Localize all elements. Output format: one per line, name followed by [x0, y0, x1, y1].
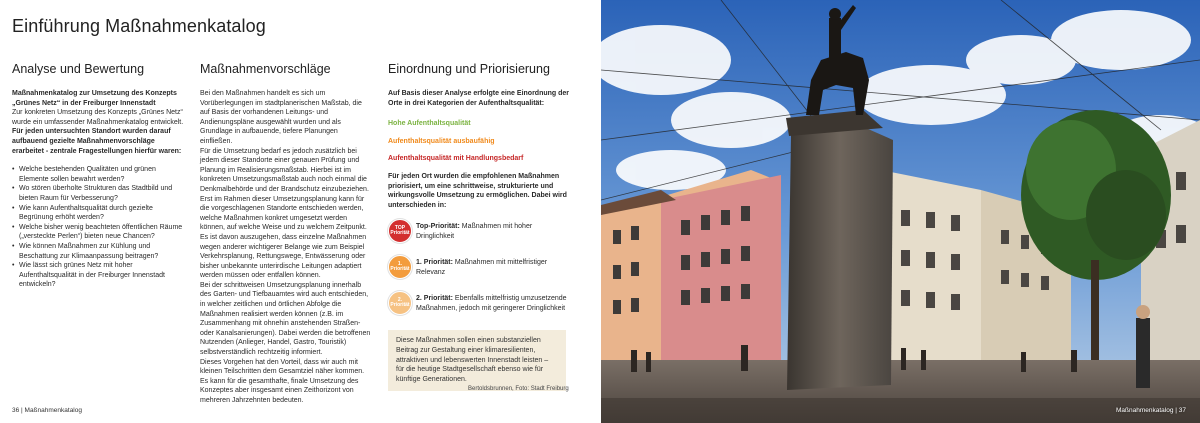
- analysis-heading: Analyse und Bewertung: [12, 62, 145, 76]
- page-title: Einführung Maßnahmenkatalog: [12, 16, 266, 36]
- priority-label: 1. Priorität:: [416, 259, 453, 267]
- priority-text: Maßnahmen mit mittelfristiger Relevanz: [416, 259, 548, 276]
- category-action: Aufenthaltsqualität mit Handlungsbedarf: [388, 155, 524, 163]
- priority-1: [388, 258, 570, 284]
- list-item: • Wie können Maßnahmen zur Kühlung und Beschattung zur Klimaanpassung beitragen?: [12, 242, 184, 261]
- photo-caption: Bertoldsbrunnen, Foto: Stadt Freiburg: [468, 386, 569, 392]
- prioritization-heading: Einordnung und Priorisierung: [388, 62, 550, 76]
- right-page-photo: [601, 0, 1200, 423]
- priority-2-icon: 2. Priorität: [388, 291, 412, 315]
- priority-label: 2. Priorität:: [416, 295, 453, 303]
- measures-heading: Maßnahmenvorschläge: [200, 62, 331, 76]
- analysis-intro-text: Zur konkreten Umsetzung des Konzepts „Grünes Netz“ wurde ein umfassender Maßnahmenkatalog entwickelt.: [12, 109, 184, 126]
- list-item: • Welche bisher wenig beachteten öffentlichen Räume („versteckte Perlen“) bieten neue Chancen?: [12, 223, 184, 242]
- statue-pillar: [786, 110, 893, 390]
- measures-paragraph: Bei der schrittweisen Umsetzungsplanung innerhalb des Garten- und Tiefbauamtes wird auch entschieden, in welcher zeitlichen und örtlichen Abfolge die Maßnahmen realisiert werden können (z.B. im Zusammenhang mit ohnehin anstehenden Straßen- oder Kanalsanierungen). Dabei werden die betroffenen Nutzenden (Anlieger, Handel, Gastro, Touristik) selbstverständlich rechtzeitig informiert.: [200, 281, 371, 357]
- priority-1-icon: 1. Priorität: [388, 255, 412, 279]
- priority-top: [388, 222, 570, 248]
- priority-text: Ebenfalls mittelfristig umzusetzende Maßnahmen, jedoch mit geringerer Dringlichkeit: [416, 295, 567, 312]
- prioritization-intro: Auf Basis dieser Analyse erfolgte eine Einordnung der Orte in drei Kategorien der Aufenthaltsqualität:: [388, 90, 570, 107]
- priority-top-icon: TOP Priorität: [388, 219, 412, 243]
- column-measures: [200, 62, 372, 406]
- list-item: • Wie kann Aufenthaltsqualität durch gezielte Begrünung erhöht werden?: [12, 204, 184, 223]
- measures-paragraph: Dieses Vorgehen hat den Vorteil, dass wir auch mit kleinen Teilschritten dem Gesamtziel näher kommen. Es kann für die gesamthafte, finale Umsetzung des Konzeptes aber insgesamt einen Zeithorizont von mehreren Jahrzehnten bedeuten.: [200, 358, 365, 404]
- list-item: • Wo stören überholte Strukturen das Stadtbild und bieten Raum für Verbesserung?: [12, 184, 184, 203]
- folio-right: Maßnahmenkatalog | 37: [1116, 407, 1186, 414]
- priority-label: Top-Priorität:: [416, 223, 460, 231]
- note-box: Diese Maßnahmen sollen einen substanziellen Beitrag zur Gestaltung einer klimaresilienten, attraktiven und lebenswerten Innenstadt leisten – für die heutige Stadtgesellschaft ebenso wie für künftige Generationen.: [388, 330, 566, 391]
- column-analysis: [12, 62, 184, 290]
- left-buildings: [601, 170, 781, 380]
- folio-left: 36 | Maßnahmenkatalog: [12, 407, 82, 414]
- category-improvable: Aufenthaltsqualität ausbaufähig: [388, 137, 495, 145]
- analysis-intro-bold: Maßnahmenkatalog zur Umsetzung des Konzepts „Grünes Netz“ in der Freiburger Innenstadt: [12, 90, 177, 107]
- list-item: • Welche bestehenden Qualitäten und grünen Elemente sollen bewahrt werden?: [12, 165, 184, 184]
- analysis-intro-bold-2: Für jeden untersuchten Standort wurden darauf aufbauend gezielte Maßnahmenvorschläge erarbeitet - zentrale Fragestellungen hierfür waren:: [12, 128, 182, 155]
- bertoldsbrunnen-photo: [601, 0, 1200, 423]
- priority-2: [388, 294, 570, 320]
- foreground-shadow: [601, 398, 1200, 423]
- list-item: • Wie lässt sich grünes Netz mit hoher Aufenthaltsqualität in der Freiburger Innenstadt entwickeln?: [12, 261, 184, 290]
- measures-paragraph: Bei den Maßnahmen handelt es sich um Vorüberlegungen im stadtplanerischen Maßstab, die auf Basis der vorhandenen Leitungs- und Andienungspläne ausgewählt wurden und als Grundlage in aufbauende, tiefere Planungen einfließen.: [200, 90, 362, 145]
- column-prioritization: [388, 62, 570, 391]
- priority-text: Maßnahmen mit hoher Dringlichkeit: [416, 223, 533, 240]
- question-list: [12, 165, 184, 290]
- category-high: Hohe Aufenthaltsqualität: [388, 120, 471, 128]
- prioritization-middle: Für jeden Ort wurden die empfohlenen Maßnahmen priorisiert, um eine schrittweise, strukturierte und wirkungsvolle Umsetzung zu ermöglichen. Dabei wird unterschieden in:: [388, 172, 567, 209]
- measures-paragraph: Für die Umsetzung bedarf es jedoch zusätzlich bei jedem dieser Standorte einer genauen Prüfung und Planung im Realisierungsmaßstab. Hierbei ist im konkreten Umsetzungsmaßstab auch noch einmal die Denkmalbehörde und der Brandschutz einzubeziehen. Erst im Rahmen dieser Umsetzungsplanung kann für die vorgeschlagenen Standorte entschieden werden, welche Maßnahmen konkret umgesetzt werden können, auf welche Weise und zu welchem Zeitpunkt. Es ist davon auszugehen, dass einzelne Maßnahmen wegen anderer wichtigerer Belange wie zum Beispiel Verkehrsplanung, Rettungswege, Entwässerung oder bisher unbekannte unterirdische Leitungen adaptiert werden müssen oder entfallen können.: [200, 147, 369, 280]
